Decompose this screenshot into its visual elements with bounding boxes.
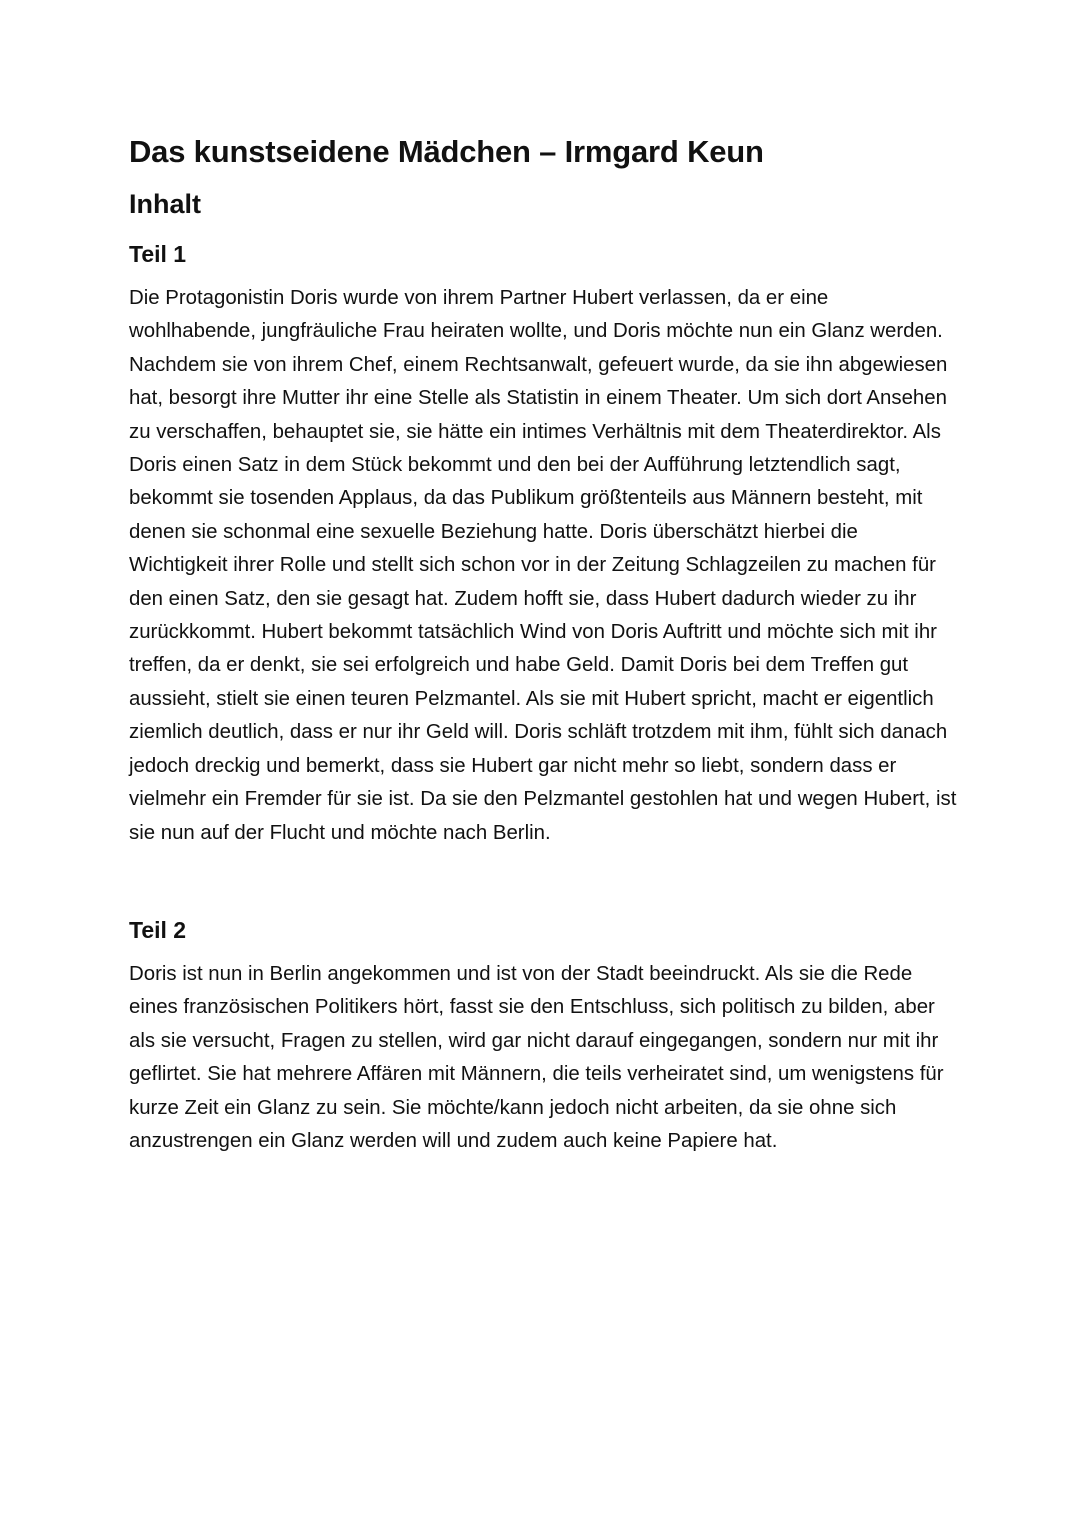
paragraph-teil-2: Doris ist nun in Berlin angekommen und ist von der Stadt beeindruckt. Als sie die Rede eines französischen Politikers hört, fasst sie den Entschluss, sich politisch zu bilden, aber als sie versucht, Fragen zu stellen, wird gar nicht darauf eingegangen, sondern nur mit ihr geflirtet. Sie hat mehrere Affären mit Männern, die teils verheiratet sind, um wenigstens für kurze Zeit ein Glanz zu sein. Sie möchte/kann jedoch nicht arbeiten, da sie ohne sich anzustrengen ein Glanz werden will und zudem auch keine Papiere hat. xyxy=(129,962,944,1152)
paragraph-teil-1: Die Protagonistin Doris wurde von ihrem Partner Hubert verlassen, da er eine wohlhabende, jungfräuliche Frau heiraten wollte, und Doris möchte nun ein Glanz werden. Nachdem sie von ihrem Chef, einem Rechtsanwalt, gefeuert wurde, da sie ihn abgewiesen hat, besorgt ihre Mutter ihr eine Stelle als Statistin in einem Theater. Um sich dort Ansehen zu verschaffen, behauptet sie, sie hätte ein intimes Verhältnis mit dem Theaterdirektor. Als Doris einen Satz in dem Stück bekommt und den bei der Aufführung letztendlich sagt, bekommt sie tosenden Applaus, da das Publikum größtenteils aus Männern besteht, mit denen sie schonmal eine sexuelle Beziehung hatte. Doris überschätzt hierbei die Wichtigkeit ihrer Rolle und stellt sich schon vor in der Zeitung Schlagzeilen zu machen für den einen Satz, den sie gesagt hat. Zudem hofft sie, dass Hubert dadurch wieder zu ihr zurückkommt. Hubert bekommt tatsächlich Wind von Doris Auftritt und möchte sich mit ihr treffen, da er denkt, sie sei erfolgreich und habe Geld. Damit Doris bei dem Treffen gut aussieht, stielt sie einen teuren Pelzmantel. Als sie mit Hubert spricht, macht er eigentlich ziemlich deutlich, dass er nur ihr Geld will. Doris schläft trotzdem mit ihm, fühlt sich danach jedoch dreckig und bemerkt, dass sie Hubert gar nicht mehr so liebt, sondern dass er vielmehr ein Fremder für sie ist. Da sie den Pelzmantel gestohlen hat und wegen Hubert, ist sie nun auf der Flucht und möchte nach Berlin. xyxy=(129,287,957,844)
document-title: Das kunstseidene Mädchen – Irmgard Keun xyxy=(129,134,764,169)
part-heading-teil-1: Teil 1 xyxy=(129,241,187,267)
part-heading-teil-2: Teil 2 xyxy=(129,916,187,943)
document-content xyxy=(129,128,959,1158)
section-heading-inhalt: Inhalt xyxy=(129,189,201,219)
